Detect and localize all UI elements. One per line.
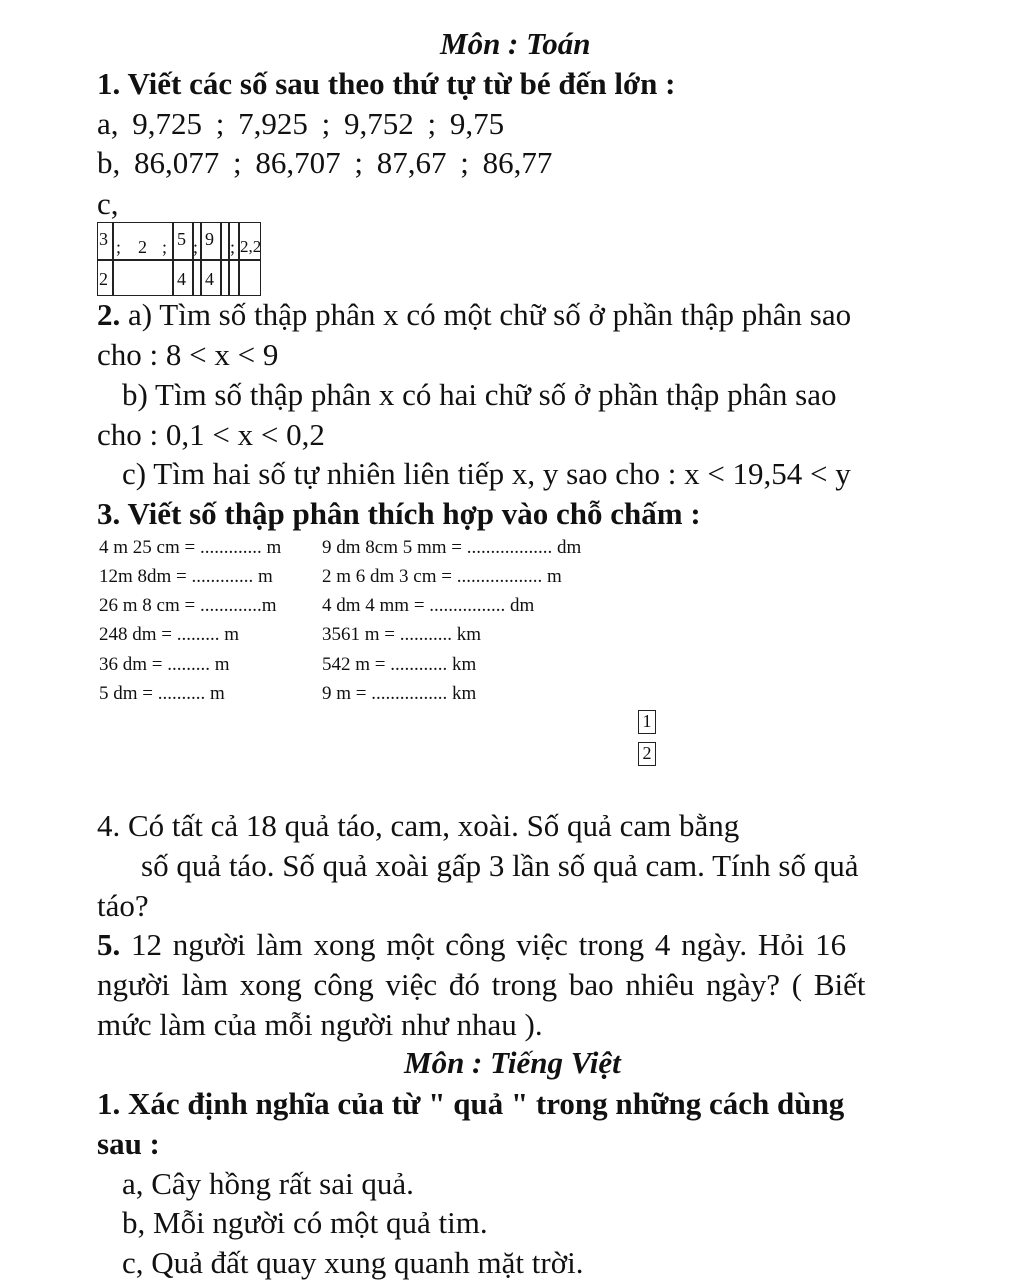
math-q5-line2: người làm xong công việc đó trong bao nhiêu ngày? ( Biết [97, 967, 866, 1002]
vn-q1-line2: sau : [97, 1126, 160, 1161]
fraction-grid [97, 222, 261, 296]
separator: ; [193, 237, 199, 257]
vn-q1-a: a, Cây hồng rất sai quả. [122, 1166, 414, 1201]
grid-divider [192, 223, 194, 295]
conversion-item: 3561 m = ........... km [322, 624, 482, 645]
math-section-title: Môn : Toán [440, 26, 591, 61]
conversion-item: 4 m 25 cm = ............. m [99, 537, 282, 558]
whole-number: 2 [138, 237, 147, 257]
math-q2-number: 2. [97, 297, 121, 332]
math-q5-line3: mức làm của mỗi người như nhau ). [97, 1007, 543, 1042]
fraction-3-numerator: 9 [205, 229, 214, 249]
grid-divider [172, 223, 174, 295]
math-q4-line2: số quả táo. Số quả xoài gấp 3 lần số quả cam. Tính số quả [141, 848, 859, 883]
grid-divider [98, 259, 260, 261]
q4-fraction-denominator: 2 [638, 742, 656, 766]
fraction-2-denominator: 4 [177, 269, 186, 289]
grid-divider [220, 223, 222, 295]
fraction-1-numerator: 3 [99, 229, 108, 249]
conversion-item: 4 dm 4 mm = ................ dm [322, 595, 535, 616]
math-q2-a-text: a) Tìm số thập phân x có một chữ số ở phần thập phân sao [128, 297, 852, 332]
conversion-item: 9 m = ................ km [322, 683, 477, 704]
math-q5-line1 [97, 927, 846, 963]
conversion-item: 5 dm = .......... m [99, 683, 225, 704]
fraction-1-denominator: 2 [99, 269, 108, 289]
grid-divider [238, 223, 240, 295]
grid-divider [228, 223, 230, 295]
conversion-item: 26 m 8 cm = .............m [99, 595, 277, 616]
math-q4-line3: táo? [97, 888, 149, 923]
conversion-item: 248 dm = ......... m [99, 624, 240, 645]
conversion-item: 542 m = ............ km [322, 654, 477, 675]
separator: ; [162, 237, 168, 257]
math-q4-line1: 4. Có tất cả 18 quả táo, cam, xoài. Số quả cam bằng [97, 808, 740, 843]
math-q2-b-line2: cho : 0,1 < x < 0,2 [97, 417, 325, 452]
conversion-item: 9 dm 8cm 5 mm = .................. dm [322, 537, 582, 558]
math-q2-b-line1: b) Tìm số thập phân x có hai chữ số ở phần thập phân sao [122, 377, 837, 412]
separator: ; [230, 237, 236, 257]
q4-fraction-numerator: 1 [638, 710, 656, 734]
math-q2-a-line2: cho : 8 < x < 9 [97, 337, 279, 372]
vn-q1-c: c, Quả đất quay xung quanh mặt trời. [122, 1245, 584, 1280]
vn-q1-b: b, Mỗi người có một quả tim. [122, 1205, 488, 1240]
math-q2-c-line: c) Tìm hai số tự nhiên liên tiếp x, y sao cho : x < 19,54 < y [122, 456, 851, 491]
fraction-3-denominator: 4 [205, 269, 214, 289]
conversion-item: 36 dm = ......... m [99, 654, 230, 675]
vn-q1-line1: 1. Xác định nghĩa của từ " quả " trong những cách dùng [97, 1086, 845, 1121]
math-q1-c-label: c, [97, 186, 119, 221]
math-q1-title: 1. Viết các số sau theo thứ tự từ bé đến lớn : [97, 66, 676, 101]
math-q1-b: b, 86,077 ; 86,707 ; 87,67 ; 86,77 [97, 145, 553, 180]
decimal-number: 2,2 [240, 237, 262, 256]
math-q5-text: 12 người làm xong một công việc trong 4 ngày. Hỏi 16 [131, 927, 847, 962]
math-q1-a: a, 9,725 ; 7,925 ; 9,752 ; 9,75 [97, 106, 505, 141]
math-q2-a-line1 [97, 297, 851, 333]
conversion-item: 12m 8dm = ............. m [99, 566, 273, 587]
math-q3-title: 3. Viết số thập phân thích hợp vào chỗ chấm : [97, 496, 701, 531]
fraction-2-numerator: 5 [177, 229, 186, 249]
math-q5-number: 5. [97, 927, 121, 962]
grid-divider [112, 223, 114, 295]
separator: ; [116, 237, 122, 257]
vietnamese-section-title: Môn : Tiếng Việt [404, 1045, 621, 1080]
conversion-item: 2 m 6 dm 3 cm = .................. m [322, 566, 562, 587]
grid-divider [200, 223, 202, 295]
